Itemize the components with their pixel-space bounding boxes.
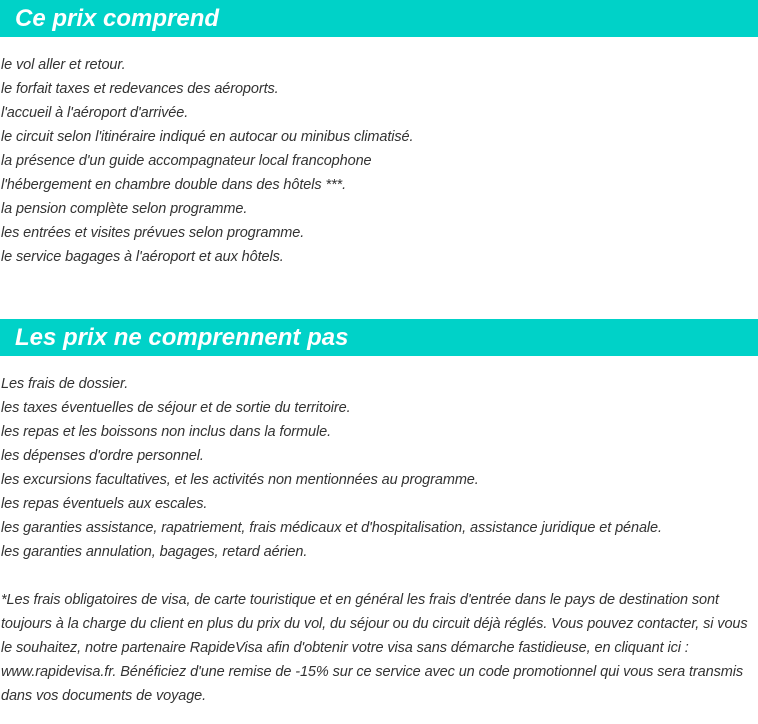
- list-item: les dépenses d'ordre personnel.: [1, 448, 204, 464]
- list-item: le vol aller et retour.: [1, 57, 126, 73]
- list-item: l'accueil à l'aéroport d'arrivée.: [1, 105, 189, 121]
- included-title: Ce prix comprend: [0, 0, 758, 37]
- visa-note: *Les frais obligatoires de visa, de carte touristique et en général les frais d'entrée dans le pays de destination sont toujours à la charge du client en plus du prix du vol, du séjour ou du circuit déjà réglés. Vous pouvez contacter, si vous le souhaitez, notre partenaire RapideVisa afin d'obtenir votre visa sans démarche fastidieuse, en cliquant ici : www.rapidevisa.fr. Bénéficiez d'une remise de -15% sur ce service avec un code promotionnel qui vous sera transmis dans vos documents de voyage.: [1, 592, 748, 704]
- list-item: les taxes éventuelles de séjour et de sortie du territoire.: [1, 400, 351, 416]
- list-item: l'hébergement en chambre double dans des hôtels ***.: [1, 177, 346, 193]
- included-list: [0, 53, 758, 269]
- excluded-title: Les prix ne comprennent pas: [0, 319, 758, 356]
- list-item: Les frais de dossier.: [1, 376, 129, 392]
- list-item: les entrées et visites prévues selon programme.: [1, 225, 305, 241]
- list-item: la présence d'un guide accompagnateur local francophone: [1, 153, 372, 169]
- list-item: le circuit selon l'itinéraire indiqué en autocar ou minibus climatisé.: [1, 129, 414, 145]
- list-item: les repas éventuels aux escales.: [1, 496, 208, 512]
- list-item: les garanties annulation, bagages, retard aérien.: [1, 544, 308, 560]
- section-included: [0, 0, 758, 269]
- excluded-list: [0, 372, 758, 564]
- list-item: les garanties assistance, rapatriement, frais médicaux et d'hospitalisation, assistance juridique et pénale.: [1, 520, 662, 536]
- section-excluded: [0, 319, 758, 708]
- list-item: les repas et les boissons non inclus dans la formule.: [1, 424, 331, 440]
- list-item: le service bagages à l'aéroport et aux hôtels.: [1, 249, 284, 265]
- list-item: le forfait taxes et redevances des aéroports.: [1, 81, 279, 97]
- list-item: la pension complète selon programme.: [1, 201, 248, 217]
- list-item: les excursions facultatives, et les activités non mentionnées au programme.: [1, 472, 479, 488]
